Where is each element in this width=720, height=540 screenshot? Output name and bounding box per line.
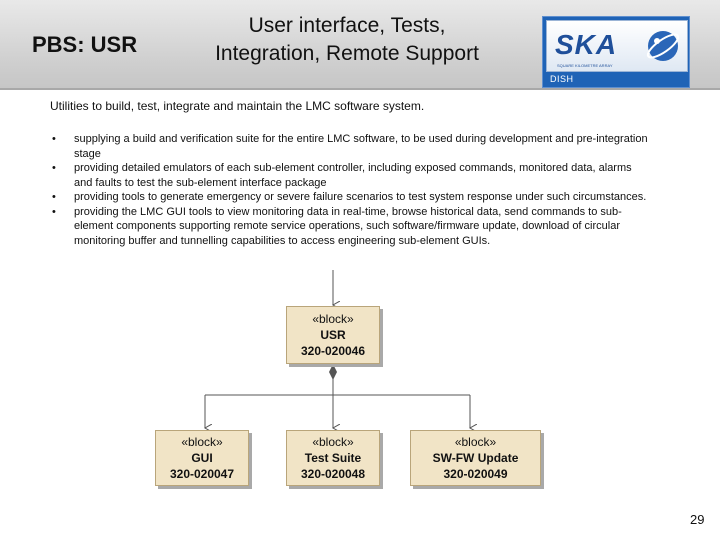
page-number: 29 <box>690 512 705 527</box>
logo-text: SKA <box>555 29 618 60</box>
block-stereotype: «block» <box>312 435 354 449</box>
bullet-text: supplying a build and verification suite for the entire LMC software, to be used during development and pre-integration stage <box>74 133 648 160</box>
bullet-text: providing tools to generate emergency or severe failure scenarios to test system response under such circumstances. <box>74 191 647 203</box>
logo-subtitle: SQUARE KILOMETRE ARRAY <box>557 63 613 68</box>
block-name: GUI <box>191 451 213 465</box>
pbs-label: PBS: USR <box>32 32 138 57</box>
slide-title-line2: Integration, Remote Support <box>215 42 479 65</box>
block-usr <box>286 306 380 364</box>
block-stereotype: «block» <box>181 435 223 449</box>
bullet-text: providing the LMC GUI tools to view monitoring data in real-time, browse historical data, send commands to sub-element components supporting remote service operations, such software/firmware update, download of circular monitoring buffer and tunnelling capabilities to access engineering sub-element GUIs. <box>74 205 622 247</box>
block-stereotype: «block» <box>454 435 497 449</box>
bullet-dot: • <box>52 191 56 203</box>
slide-title-line1: User interface, Tests, <box>248 14 446 37</box>
block-test-suite <box>286 430 380 486</box>
logo-dish-label: DISH <box>550 74 574 84</box>
bullet-text: providing detailed emulators of each sub-element controller, including exposed commands, monitored data, alarms and faults to test the sub-element interface package <box>74 162 632 189</box>
bullet-dot: • <box>52 162 56 174</box>
composition-diamond <box>329 364 337 380</box>
block-id: 320-020047 <box>169 467 235 481</box>
block-sw-fw-update <box>410 430 541 486</box>
block-id: 320-020049 <box>443 467 508 481</box>
block-id: 320-020046 <box>300 344 366 358</box>
block-name: Test Suite <box>304 451 362 465</box>
intro-text: Utilities to build, test, integrate and maintain the LMC software system. <box>50 99 425 113</box>
bullet-dot: • <box>52 205 56 218</box>
block-stereotype: «block» <box>312 312 354 326</box>
bullet-dot: • <box>52 133 56 145</box>
block-name: USR <box>320 328 346 342</box>
block-id: 320-020048 <box>300 467 366 481</box>
block-name: SW-FW Update <box>432 451 519 465</box>
block-gui <box>155 430 249 486</box>
